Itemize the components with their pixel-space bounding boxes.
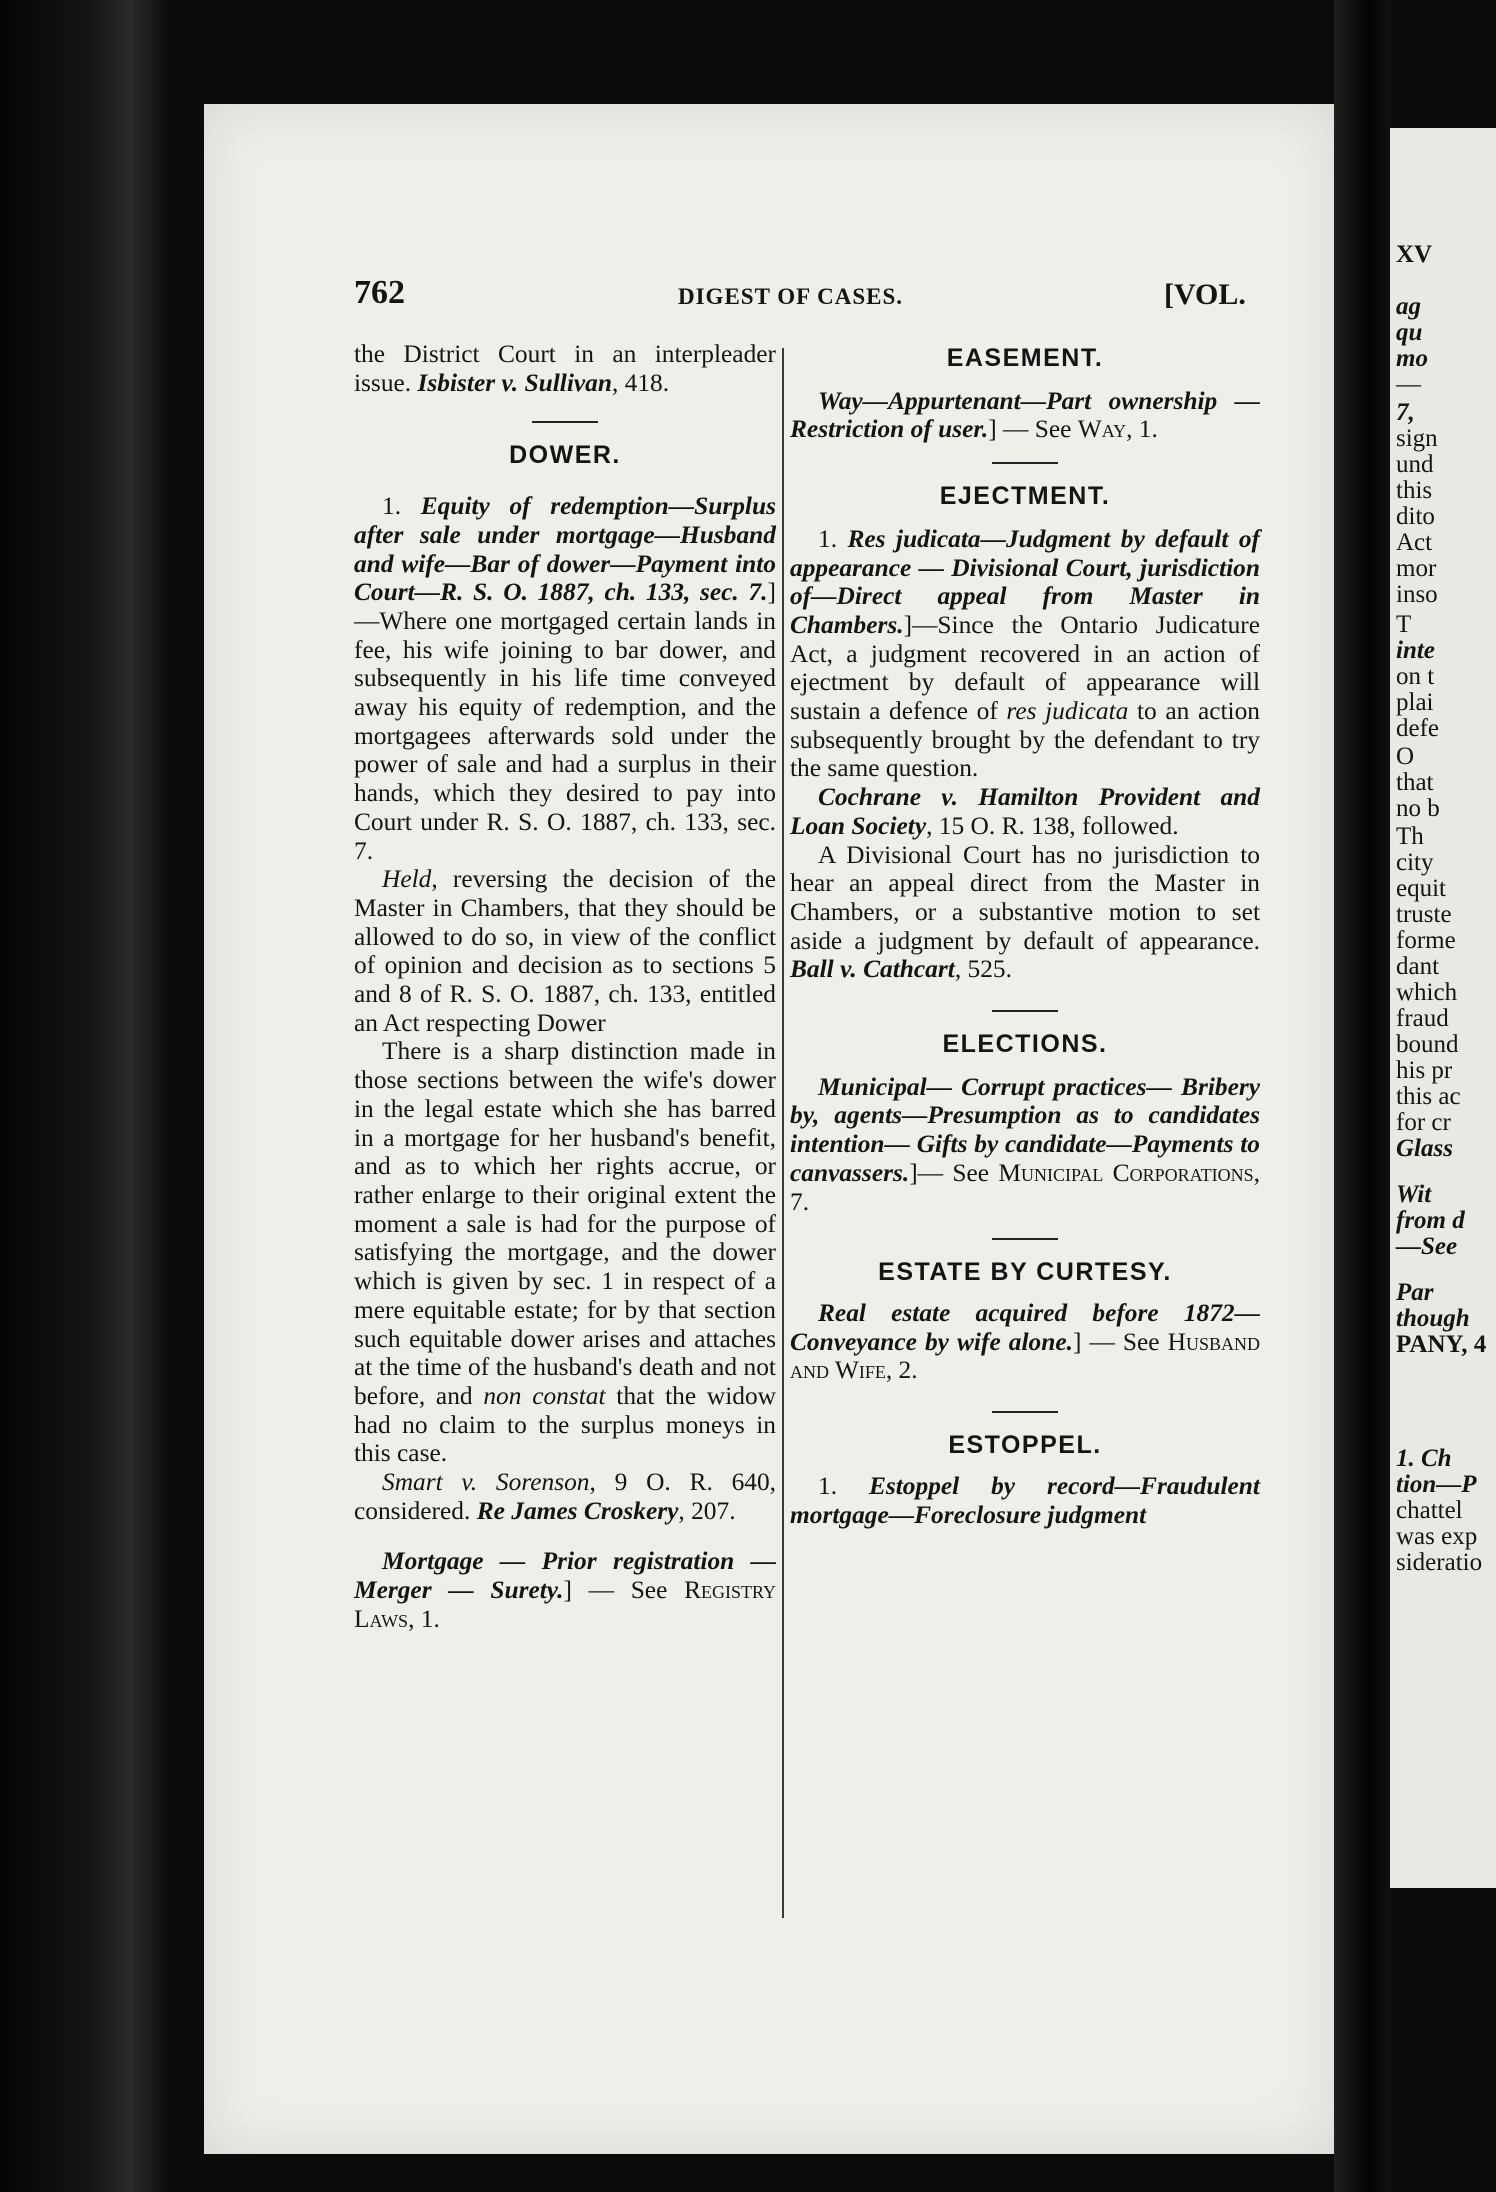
- facing-page-line-fragment: und: [1396, 451, 1434, 478]
- facing-page-line-fragment: truste: [1396, 901, 1452, 928]
- dower-paragraph-1: 1. Equity of redemption—Surplus after sale under mortgage—Husband and wife—Bar of dower—Payment into Court—R. S. O. 1887, ch. 133, sec. 7.]—Where one mortgaged certain lands in fee, his wife joining to bar dower, and subsequently in his life time conveyed away his equity of redemption, and the mortgagees afterwards sold under the power of sale and had a surplus in their hands, which they desired to pay into Court under R. S. O. 1887, ch. 133, sec. 7.: [354, 492, 776, 865]
- facing-page-line-fragment: though: [1396, 1305, 1470, 1332]
- facing-page-line-fragment: 7,: [1396, 399, 1415, 426]
- facing-page-line-fragment: this: [1396, 477, 1433, 504]
- carryover-paragraph: the District Court in an interpleader issue. Isbister v. Sullivan, 418.: [354, 340, 776, 397]
- facing-page-line-fragment: this ac: [1396, 1083, 1461, 1110]
- facing-page-line-fragment: on t: [1396, 663, 1435, 690]
- facing-page-line-fragment: XV: [1396, 241, 1433, 268]
- facing-page-line-fragment: fraud: [1396, 1005, 1449, 1032]
- facing-page-line-fragment: mo: [1396, 345, 1428, 372]
- left-column: [354, 340, 776, 1634]
- facing-page-line-fragment: ag: [1396, 293, 1421, 320]
- cross-reference: Registry Laws: [354, 1576, 777, 1633]
- section-rule: [992, 1010, 1058, 1012]
- facing-page-fragment: [1390, 128, 1496, 1888]
- ejectment-paragraph-jurisdiction: A Divisional Court has no jurisdiction to hear an appeal direct from the Master in Chambers, or a substantive motion to set aside a judgment by default of appearance. Ball v. Cathcart, 525.: [790, 840, 1260, 984]
- facing-page-line-fragment: forme: [1396, 927, 1456, 954]
- facing-page-line-fragment: Th: [1396, 823, 1424, 850]
- estoppel-paragraph-1: 1. Estoppel by record—Fraudulent mortgage—Foreclosure judgment: [790, 1471, 1260, 1529]
- heading-elections: ELECTIONS.: [942, 1030, 1108, 1059]
- facing-page-line-fragment: dant: [1396, 953, 1440, 980]
- dower-paragraph-distinction: There is a sharp distinction made in those sections between the wife's dower in the legal estate which she has barred in a mortgage for her husband's benefit, and as to which her rights accrue, or rather enlarge to their original extent the moment a sale is had for the purpose of satisfying the mortgage, and the dower which is given by sec. 1 in respect of a mere equitable estate; for by that section such equitable dower arises and attaches at the time of the husband's death and not before, and non constat that the widow had no claim to the surplus moneys in this case.: [354, 1037, 777, 1468]
- heading-estate-by-curtesy: ESTATE BY CURTESY.: [878, 1258, 1172, 1287]
- dower-paragraph-cross-ref: Mortgage — Prior registration — Merger — Surety.] — See Registry Laws, 1.: [354, 1547, 777, 1633]
- facing-page-line-fragment: qu: [1396, 319, 1423, 346]
- cross-reference: Municipal Corporations: [998, 1158, 1254, 1187]
- facing-page-line-fragment: O: [1396, 743, 1415, 770]
- section-rule: [992, 1411, 1058, 1413]
- elections-paragraph: Municipal— Corrupt practices— Bribery by, agents—Presumption as to candidates intention— Gifts by candidate—Payments to canvassers.]— See Municipal Corporations, 7.: [790, 1072, 1260, 1216]
- facing-page-line-fragment: tion—P: [1396, 1471, 1477, 1498]
- dower-paragraph-held: Held, reversing the decision of the Master in Chambers, that they should be allowed to do so, in view of the conflict of opinion and decision as to sections 5 and 8 of R. S. O. 1887, ch. 133, entitled an Act respecting Dower: [354, 865, 776, 1037]
- facing-page-line-fragment: from d: [1396, 1207, 1465, 1234]
- facing-page-line-fragment: sideratio: [1396, 1549, 1483, 1576]
- facing-page-line-fragment: PANY, 4: [1396, 1331, 1487, 1358]
- facing-page-line-fragment: dito: [1396, 503, 1435, 530]
- facing-page-line-fragment: plai: [1396, 689, 1434, 716]
- page-number: 762: [354, 274, 405, 311]
- heading-ejectment: EJECTMENT.: [939, 482, 1111, 511]
- easement-paragraph: Way—Appurtenant—Part ownership — Restriction of user.] — See Way, 1.: [790, 386, 1260, 444]
- facing-page-line-fragment: for cr: [1396, 1109, 1451, 1136]
- curtesy-paragraph: Real estate acquired before 1872— Conveyance by wife alone.] — See Husband and Wife, 2.: [790, 1298, 1260, 1385]
- facing-page-line-fragment: was exp: [1396, 1523, 1478, 1550]
- facing-page-line-fragment: his pr: [1396, 1057, 1453, 1084]
- section-rule: [532, 421, 598, 423]
- facing-page-line-fragment: Par: [1396, 1279, 1434, 1306]
- facing-page-line-fragment: 1. Ch: [1396, 1445, 1452, 1472]
- running-title: DIGEST OF CASES.: [678, 284, 903, 309]
- case-name: Isbister v. Sullivan: [417, 368, 612, 397]
- section-rule: [992, 462, 1058, 464]
- facing-page-line-fragment: inso: [1396, 581, 1438, 608]
- facing-page-line-fragment: inte: [1396, 637, 1435, 664]
- ejectment-paragraph-1: 1. Res judicata—Judgment by default of appearance — Divisional Court, jurisdiction of—Direct appeal from Master in Chambers.]—Since the Ontario Judicature Act, a judgment recovered in an action of ejectment by default of appearance will sustain a defence of res judicata to an action subsequently brought by the defendant to try the same question.: [790, 524, 1260, 783]
- facing-page-line-fragment: Glass: [1396, 1135, 1453, 1162]
- book-spine-edge: [0, 0, 168, 2192]
- facing-page-line-fragment: mor: [1396, 555, 1437, 582]
- facing-page-line-fragment: equit: [1396, 875, 1446, 902]
- facing-page-line-fragment: bound: [1396, 1031, 1459, 1058]
- facing-page-line-fragment: chattel: [1396, 1497, 1463, 1524]
- facing-page-line-fragment: defe: [1396, 715, 1440, 742]
- facing-page-line-fragment: —: [1396, 371, 1421, 398]
- book-page: [204, 104, 1334, 2154]
- book-gutter: [1334, 0, 1390, 2192]
- facing-page-line-fragment: that: [1396, 769, 1434, 796]
- heading-dower: DOWER.: [509, 441, 621, 470]
- facing-page-line-fragment: which: [1396, 979, 1458, 1006]
- volume-marker: [VOL.: [1164, 278, 1246, 311]
- facing-page-line-fragment: no b: [1396, 795, 1440, 822]
- heading-easement: EASEMENT.: [946, 344, 1104, 372]
- facing-page-line-fragment: Wit: [1396, 1181, 1432, 1208]
- facing-page-line-fragment: Act: [1396, 529, 1433, 556]
- dower-paragraph-cases: Smart v. Sorenson, 9 O. R. 640, considered. Re James Croskery, 207.: [354, 1468, 777, 1525]
- cross-reference: Way: [1077, 415, 1127, 444]
- heading-estoppel: ESTOPPEL.: [948, 1431, 1102, 1460]
- catchwords: Equity of redemption—Surplus after sale under mortgage—Husband and wife—Bar of dower—Payment into Court—R. S. O. 1887, ch. 133, sec. 7.: [354, 492, 776, 607]
- ejectment-paragraph-cases: Cochrane v. Hamilton Provident and Loan Society, 15 O. R. 138, followed.: [790, 783, 1260, 840]
- column-divider: [782, 348, 784, 1918]
- section-rule: [992, 1238, 1058, 1240]
- facing-page-line-fragment: —See: [1396, 1233, 1458, 1260]
- facing-page-line-fragment: sign: [1396, 425, 1438, 452]
- cross-reference: Husband and Wife: [790, 1327, 1260, 1385]
- running-head: [354, 274, 1354, 324]
- right-column: [790, 340, 1260, 1529]
- facing-page-line-fragment: T: [1396, 611, 1412, 638]
- facing-page-line-fragment: city: [1396, 849, 1434, 876]
